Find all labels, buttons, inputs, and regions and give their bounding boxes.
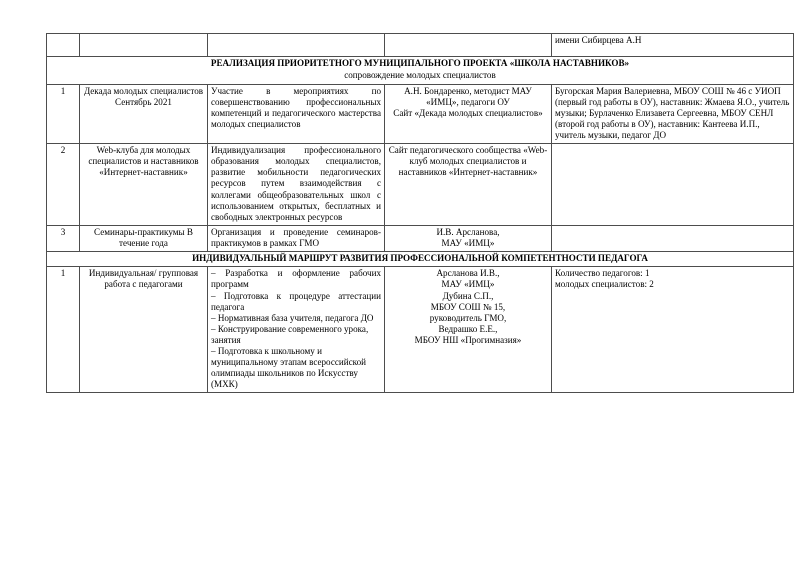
cell-responsible — [385, 225, 552, 251]
text-line: МБОУ НШ «Прогимназия» — [414, 334, 522, 345]
cell-notes — [552, 267, 794, 393]
cell-responsible — [385, 84, 552, 143]
table-row — [47, 267, 794, 393]
text-line: молодых специалистов: 2 — [555, 279, 654, 290]
cell-num: 1 — [47, 267, 80, 393]
section-2-title-cell — [47, 252, 794, 267]
text-line: Ведрашко Е.Е., — [438, 323, 498, 334]
table-row — [47, 225, 794, 251]
cell-description — [208, 267, 385, 393]
section-2-title: ИНДИВИДУАЛЬНЫЙ МАРШРУТ РАЗВИТИЯ ПРОФЕССИОНАЛЬНОЙ КОМПЕТЕНТНОСТИ ПЕДАГОГА — [192, 253, 648, 264]
cell-responsible — [385, 267, 552, 393]
text-line: МАУ «ИМЦ» — [441, 237, 495, 248]
description-bullet-item: – Подготовка к школьному и муниципальному этапам всероссийской олимпиады школьников по Искусству (МХК) — [211, 346, 367, 390]
cell-num: 2 — [47, 144, 80, 226]
section-1-subtitle: сопровождение молодых специалистов — [344, 70, 496, 81]
cell-name: Семинары-практикумы В течение года — [80, 225, 208, 251]
text-line: Количество педагогов: 1 — [555, 268, 650, 279]
text-line: Сайт «Декада молодых специалистов» — [393, 107, 543, 118]
description-bullet-item: – Нормативная база учителя, педагога ДО — [211, 312, 374, 323]
cell-description — [208, 34, 385, 57]
description-bullet-list — [211, 268, 381, 390]
section-1-title-cell — [47, 57, 794, 85]
cell-name: Web-клуба для молодых специалистов и наставников «Интернет-наставник» — [80, 144, 208, 226]
cell-num — [47, 34, 80, 57]
text-line: А.Н. Бондаренко, методист МАУ «ИМЦ», педагоги ОУ — [404, 85, 532, 107]
text-line: И.В. Арсланова, — [436, 226, 500, 237]
section-title-row — [47, 57, 794, 85]
description-bullet-item: – Подготовка к процедуре аттестации педагога — [211, 290, 381, 312]
text-line: Дубина С.П., — [442, 290, 494, 301]
section-title-row — [47, 252, 794, 267]
text-line: руководитель ГМО, — [429, 312, 507, 323]
plan-table — [46, 33, 794, 393]
description-bullet-item: – Разработка и оформление рабочих программ — [211, 268, 381, 290]
table-row-header-continuation — [47, 34, 794, 57]
cell-notes — [552, 225, 794, 251]
cell-notes — [552, 144, 794, 226]
text-line: МАУ «ИМЦ» — [441, 279, 495, 290]
cell-notes: имени Сибирцева А.Н — [552, 34, 794, 57]
text-line: Арсланова И.В., — [436, 268, 500, 279]
description-bullet-item: – Конструирование современного урока, занятия — [211, 323, 369, 345]
cell-num: 3 — [47, 225, 80, 251]
cell-name — [80, 34, 208, 57]
cell-description: Организация и проведение семинаров-практикумов в рамках ГМО — [208, 225, 385, 251]
cell-responsible: Сайт педагогического сообщества «Web-клуб молодых специалистов и наставников «Интернет-наставник» — [385, 144, 552, 226]
cell-notes: Бугорская Мария Валериевна, МБОУ СОШ № 46 с УИОП (первый год работы в ОУ), наставник: Жмаева Я.О., учитель музыки; Бурлаченко Елизавета Сергеевна, МБОУ СЕНЛ (второй год работы в ОУ), наставник: Кантеева И.П., учитель музыки, педагог ДО — [552, 84, 794, 143]
cell-num: 1 — [47, 84, 80, 143]
table-row — [47, 84, 794, 143]
cell-name: Индивидуальная/ групповая работа с педагогами — [80, 267, 208, 393]
text-line: МБОУ СОШ № 15, — [430, 301, 506, 312]
table-row — [47, 144, 794, 226]
cell-name: Декада молодых специалистов Сентябрь 2021 — [80, 84, 208, 143]
section-1-title: РЕАЛИЗАЦИЯ ПРИОРИТЕТНОГО МУНИЦИПАЛЬНОГО ПРОЕКТА «ШКОЛА НАСТАВНИКОВ» — [210, 58, 630, 68]
cell-responsible — [385, 34, 552, 57]
cell-description: Индивидуализация профессионального образования молодых специалистов, развитие мобильности педагогических ресурсов путем взаимодействия с коллегами общеобразовательных школ с использованием открытых, бесплатных и свободных электронных ресурсов — [208, 144, 385, 226]
cell-description: Участие в мероприятиях по совершенствованию профессиональных компетенций и педагогического мастерства молодых специалистов — [208, 84, 385, 143]
